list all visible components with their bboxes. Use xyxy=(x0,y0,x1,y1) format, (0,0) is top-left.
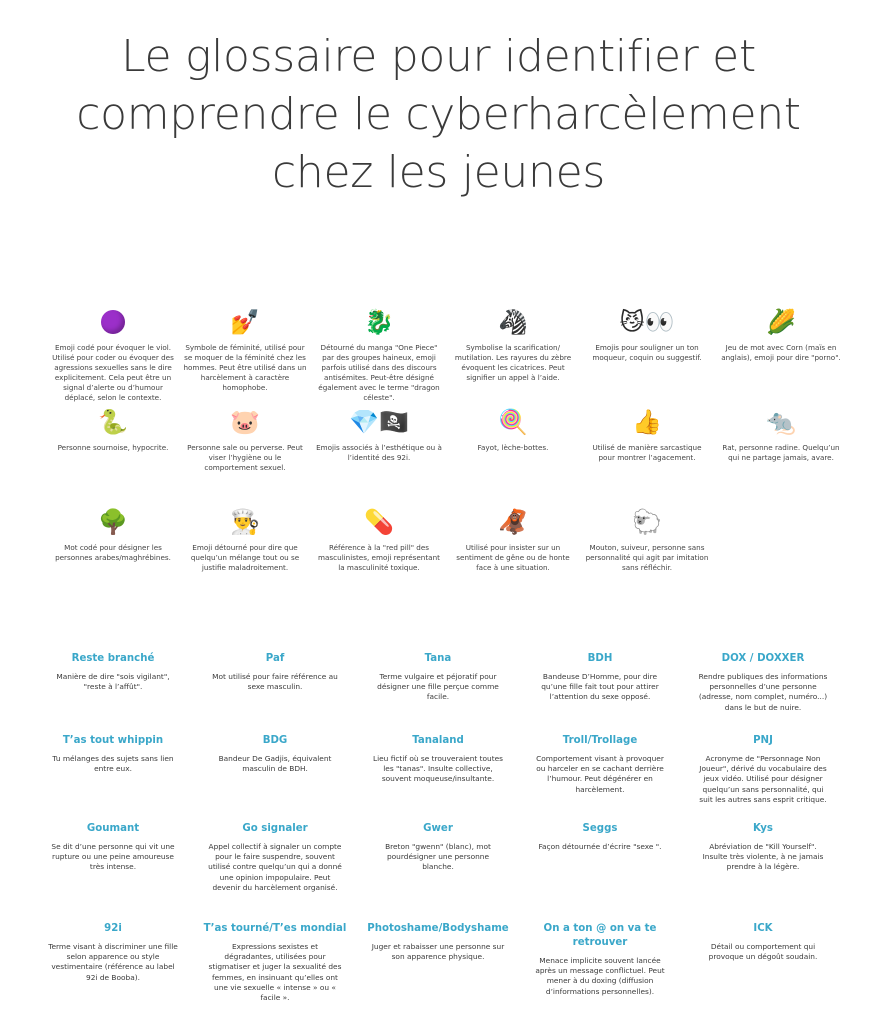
emoji-entry xyxy=(448,505,578,573)
term-entry xyxy=(525,652,675,703)
rat-icon: 🐀 xyxy=(766,408,796,436)
emoji-description: Utilisé de manière sarcastique pour montrer l’agacement. xyxy=(592,443,702,462)
term-name: Paf xyxy=(265,653,285,664)
term-definition: Tu mélanges des sujets sans lien entre eux. xyxy=(52,754,174,774)
emoji-entry xyxy=(180,405,310,473)
emoji-description: Emoji codé pour évoquer le viol. Utilisé pour coder ou évoquer des agressions sexuelles sans le dire explicitement. Cela peut être un signal d’alerte ou d’humour déplacé, selon le contexte. xyxy=(52,343,174,402)
term-definition: Bandeur De Gadjis, équivalent masculin de BDH. xyxy=(218,754,332,774)
term-entry xyxy=(363,734,513,785)
emoji-entry xyxy=(582,505,712,573)
chef-icon: 👨‍🍳 xyxy=(230,508,260,536)
term-name: Go signaler xyxy=(242,823,308,834)
term-name: DOX / DOXXER xyxy=(721,653,805,664)
term-entry xyxy=(363,822,513,873)
term-definition: Rendre publiques des informations personnelles d’une personne (adresse, nom complet, numéro...) dans le but de nuire. xyxy=(698,672,828,712)
zebra-icon: 🦓 xyxy=(498,308,528,336)
emoji-description: Jeu de mot avec Corn (maïs en anglais), emoji pour dire "porno". xyxy=(721,343,841,362)
emoji-entry xyxy=(314,505,444,573)
emoji-description: Référence à la "red pill" des masculinistes, emoji représentant la masculinité toxique. xyxy=(318,543,440,572)
emoji-entry xyxy=(314,405,444,463)
term-entry xyxy=(363,652,513,703)
sheep-icon: 🐑 xyxy=(632,508,662,536)
term-definition: Menace implicite souvent lancée après un message conflictuel. Peut mener à du doxing (diffusion d’informations personnelles). xyxy=(535,956,665,996)
term-row xyxy=(38,822,838,922)
emoji-entry xyxy=(180,305,310,393)
term-name: Tanaland xyxy=(412,735,464,746)
pill-icon: 💊 xyxy=(364,508,394,536)
term-entry xyxy=(525,822,675,852)
purple-circle-icon xyxy=(101,310,125,334)
title-line-2: comprendre le cyberharcèlement xyxy=(76,89,801,140)
cat-eyes-icon: 😼👀 xyxy=(619,308,675,336)
emoji-description: Personne sournoise, hypocrite. xyxy=(57,443,169,452)
thumbs-up-icon: 👍 xyxy=(632,408,662,436)
term-entry xyxy=(200,652,350,692)
term-name: BDG xyxy=(262,735,288,746)
emoji-row xyxy=(48,305,841,405)
term-definition: Bandeuse D’Homme, pour dire qu’une fille fait tout pour attirer l’attention du sexe opposé. xyxy=(541,672,659,702)
lollipop-icon: 🍭 xyxy=(498,408,528,436)
emoji-entry xyxy=(48,505,178,563)
emoji-description: Mot codé pour désigner les personnes arabes/maghrébines. xyxy=(55,543,171,562)
term-entry xyxy=(688,922,838,962)
emoji-description: Symbole de féminité, utilisé pour se moquer de la féminité chez les hommes. Peut être utilisé dans un harcèlement à caractère homophobe. xyxy=(183,343,307,392)
tree-icon: 🌳 xyxy=(98,508,128,536)
term-name: ICK xyxy=(753,923,773,934)
emoji-entry xyxy=(716,405,846,463)
term-entry xyxy=(688,652,838,713)
term-definition: Détail ou comportement qui provoque un dégoût soudain. xyxy=(708,942,818,962)
emoji-glossary xyxy=(48,305,841,605)
gem-pirate-flag-icon: 💎🏴‍☠️ xyxy=(349,408,409,436)
emoji-entry xyxy=(582,305,712,363)
term-entry xyxy=(525,922,675,997)
term-definition: Manière de dire "sois vigilant", "reste à l’affût". xyxy=(56,672,170,692)
emoji-entry xyxy=(314,305,444,403)
term-row xyxy=(38,922,838,1024)
emoji-entry xyxy=(48,305,178,403)
term-entry xyxy=(200,734,350,774)
emoji-entry xyxy=(48,405,178,453)
term-definition: Mot utilisé pour faire référence au sexe masculin. xyxy=(212,672,338,692)
term-name: 92i xyxy=(104,923,122,934)
dragon-icon: 🐉 xyxy=(364,308,394,336)
term-definition: Juger et rabaisser une personne sur son apparence physique. xyxy=(371,942,505,962)
title-line-3: chez les jeunes xyxy=(272,147,605,198)
term-definition: Se dit d’une personne qui vit une rupture ou une peine amoureuse très intense. xyxy=(51,842,175,872)
term-definition: Appel collectif à signaler un compte pour le faire suspendre, souvent utilisé contre quelqu’un qui a donné une opinion impopulaire. Peut devenir du harcèlement organisé. xyxy=(208,842,342,892)
term-name: On a ton @ on va te retrouver xyxy=(543,923,657,948)
emoji-entry xyxy=(448,405,578,453)
term-row xyxy=(38,652,838,734)
term-entry xyxy=(38,652,188,692)
term-name: Kys xyxy=(753,823,773,834)
corn-icon: 🌽 xyxy=(766,308,796,336)
emoji-description: Utilisé pour insister sur un sentiment de gêne ou de honte face à une situation. xyxy=(456,543,570,572)
emoji-entry xyxy=(716,305,846,363)
term-name: T’as tourné/T’es mondial xyxy=(203,923,347,934)
orangutan-icon: 🦧 xyxy=(498,508,528,536)
emoji-entry xyxy=(180,505,310,573)
term-entry xyxy=(200,922,350,1003)
emoji-description: Symbolise la scarification/ mutilation. Les rayures du zèbre évoquent les cicatrices. Peut signifier un appel à l’aide. xyxy=(454,343,572,382)
emoji-description: Mouton, suiveur, personne sans personnalité qui agit par imitation sans réfléchir. xyxy=(585,543,709,572)
term-entry xyxy=(363,922,513,962)
emoji-entry xyxy=(448,305,578,383)
term-entry xyxy=(688,734,838,805)
term-definition: Façon détournée d’écrire "sexe ". xyxy=(538,842,662,851)
term-name: Gwer xyxy=(423,823,453,834)
page-title xyxy=(0,28,877,202)
title-line-1: Le glossaire pour identifier et xyxy=(121,31,756,82)
nail-polish-icon: 💅 xyxy=(230,308,260,336)
term-entry xyxy=(688,822,838,873)
emoji-description: Emojis pour souligner un ton moqueur, coquin ou suggestif. xyxy=(592,343,702,362)
emoji-description: Fayot, lèche-bottes. xyxy=(477,443,549,452)
term-definition: Terme vulgaire et péjoratif pour désigner une fille perçue comme facile. xyxy=(377,672,499,702)
term-name: Tana xyxy=(424,653,452,664)
term-definition: Comportement visant à provoquer ou harceler en se cachant derrière l’humour. Peut dégénérer en harcèlement. xyxy=(536,754,664,794)
emoji-description: Détourné du manga "One Piece" par des groupes haineux, emoji parfois utilisé dans des discours antisémites. Peut-être désigné également avec le terme "dragon céleste". xyxy=(318,343,440,402)
term-entry xyxy=(38,922,188,983)
term-entry xyxy=(525,734,675,795)
term-definition: Breton "gwenn" (blanc), mot pourdésigner une personne blanche. xyxy=(385,842,491,872)
term-row xyxy=(38,734,838,822)
term-definition: Terme visant à discriminer une fille selon apparence ou style vestimentaire (référence au label 92i de Booba). xyxy=(48,942,178,982)
term-name: Reste branché xyxy=(71,653,155,664)
pig-face-icon: 🐷 xyxy=(230,408,260,436)
term-definition: Expressions sexistes et dégradantes, utilisées pour stigmatiser et juger la sexualité des femmes, en insinuant qu’elles ont une vie sexuelle « intense » ou « facile ». xyxy=(208,942,342,1003)
emoji-description: Personne sale ou perverse. Peut viser l’hygiène ou le comportement sexuel. xyxy=(187,443,303,472)
term-definition: Acronyme de "Personnage Non Joueur", dérivé du vocabulaire des jeux vidéo. Utilisé pour désigner quelqu’un sans personnalité, qui suit les autres sans esprit critique. xyxy=(699,754,827,804)
emoji-description: Emoji détourné pour dire que quelqu’un mélange tout ou se justifie maladroitement. xyxy=(190,543,300,572)
snake-icon: 🐍 xyxy=(98,408,128,436)
term-glossary xyxy=(38,652,838,1024)
term-name: T’as tout whippin xyxy=(62,735,164,746)
term-entry xyxy=(38,734,188,774)
term-definition: Abréviation de "Kill Yourself". Insulte très violente, à ne jamais prendre à la légère. xyxy=(702,842,824,872)
emoji-row xyxy=(48,505,838,605)
term-name: Goumant xyxy=(86,823,140,834)
emoji-description: Emojis associés à l’esthétique ou à l’identité des 92i. xyxy=(316,443,442,462)
term-entry xyxy=(38,822,188,873)
term-name: PNJ xyxy=(753,735,773,746)
emoji-entry xyxy=(582,405,712,463)
term-name: BDH xyxy=(587,653,613,664)
term-name: Troll/Trollage xyxy=(562,735,638,746)
emoji-description: Rat, personne radine. Quelqu’un qui ne partage jamais, avare. xyxy=(722,443,840,462)
emoji-row xyxy=(48,405,838,505)
term-name: Photoshame/Bodyshame xyxy=(367,923,509,934)
term-definition: Lieu fictif où se trouveraient toutes les "tanas". Insulte collective, souvent moqueuse/insultante. xyxy=(372,754,504,784)
term-name: Seggs xyxy=(582,823,618,834)
term-entry xyxy=(200,822,350,893)
